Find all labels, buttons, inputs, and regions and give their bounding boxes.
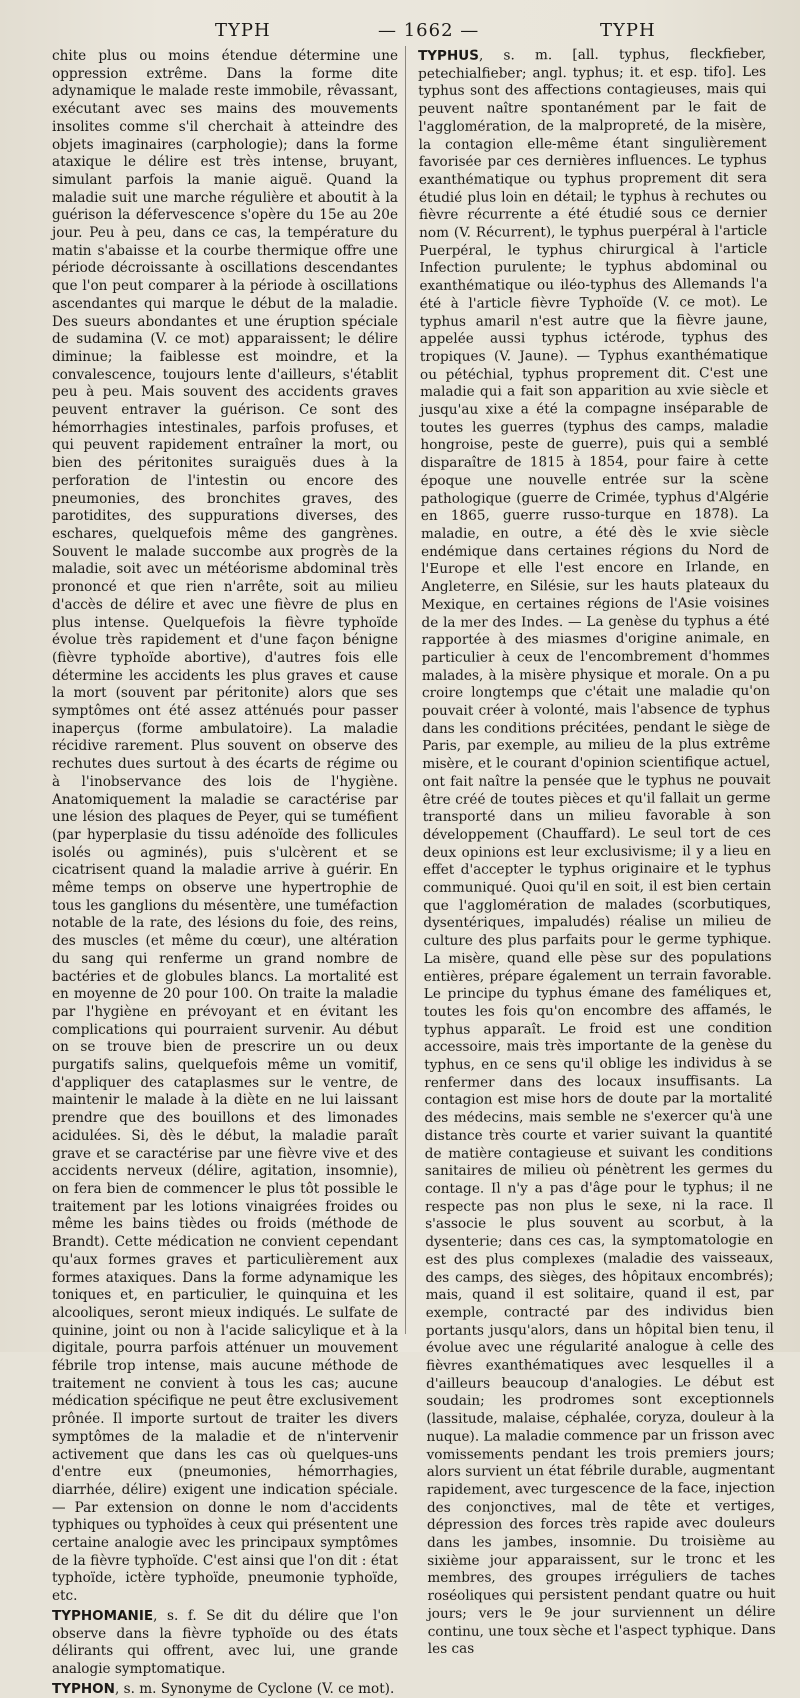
headword-typhon: TYPHON (52, 1680, 115, 1697)
running-head-left: TYPH (215, 20, 271, 41)
definition-typhomanie: , s. f. Se dit du délire que l'on observe dans la fièvre typhoïde ou des états délirants qui offrent, avec lui, une grande analogie symptomatique. (52, 1607, 398, 1677)
entry-typhomanie (52, 1608, 398, 1679)
running-head-right: TYPH (600, 20, 656, 41)
definition-typhon: , s. m. Synonyme de Cyclone (V. ce mot). (114, 1680, 395, 1697)
typhoide-continuation-text: chite plus ou moins étendue détermine une oppression extrême. Dans la forme dite adynamique le malade reste immobile, rêvassant, exécutant avec ses mains des mouvements insolites comme s'il cherchait à atteindre des objets imaginaires (carphologie); dans la forme ataxique le délire est très intense, bruyant, simulant parfois la manie aiguë. Quand la maladie suit une marche régulière et aboutit à la guérison la défervescence s'opère du 15e au 20e jour. Peu à peu, dans ce cas, la température du matin s'abaisse et la courbe thermique offre une période décroissante à oscillations descendantes que l'on peut comparer à la période à oscillations ascendantes qui marque le début de la maladie. Des sueurs abondantes et une éruption spéciale de sudamina (V. ce mot) apparaissent; le délire diminue; la faiblesse est moindre, et la convalescence, toujours lente d'ailleurs, s'établit peu à peu. Mais souvent des accidents graves peuvent entraver la guérison. Ce sont des hémorrhagies intestinales, parfois profuses, et qui peuvent rapidement entraîner la mort, ou bien des péritonites suraiguës dues à la perforation de l'intestin ou encore des pneumonies, des bronchites graves, des parotidites, des suppurations diverses, des eschares, quelquefois même des gangrènes. Souvent le malade succombe aux progrès de la maladie, soit avec un météorisme abdominal très prononcé et que rien n'arrête, soit au milieu d'accès de délire et avec une fièvre de plus en plus intense. Quelquefois la fièvre typhoïde évolue très rapidement et d'une façon bénigne (fièvre typhoïde abortive), d'autres fois elle détermine les accidents les plus graves et cause la mort (souvent par péritonite) alors que ses symptômes ont été assez atténués pour passer inaperçus (forme ambulatoire). La maladie récidive rarement. Plus souvent on observe des rechutes dues surtout à des écarts de régime ou à l'inobservance des lois de l'hygiène. Anatomiquement la maladie se caractérise par une lésion des plaques de Peyer, qui se tuméfient (par hyperplasie du tissu adénoïde des follicules isolés ou agminés), puis s'ulcèrent et se cicatrisent quand la maladie arrive à guérir. En même temps on observe une hypertrophie de tous les ganglions du mésentère, une tuméfaction notable de la rate, des lésions du foie, des reins, des muscles (et même du cœur), une altération du sang qui renferme un grand nombre de bactéries et de globules blancs. La mortalité est en moyenne de 20 pour 100. On traite la maladie par l'hygiène en prévoyant et en évitant les complications qui pourraient survenir. Au début on se trouve bien de prescrire un ou deux purgatifs salins, quelquefois même un vomitif, d'appliquer des cataplasmes sur le ventre, de maintenir le malade à la diète en ne lui laissant prendre que des bouillons et des limonades acidulées. Si, dès le début, la maladie paraît grave et se caractérise par une fièvre vive et des accidents nerveux (délire, agitation, insomnie), on fera bien de commencer le plus tôt possible le traitement par les lotions vinaigrées froides ou même les bains tièdes ou froids (méthode de Brandt). Cette médication ne convient cependant qu'aux formes graves et particulièrement aux formes ataxiques. Dans la forme adynamique les toniques et, en particulier, le quinquina et les alcooliques, seront mieux indiqués. Le sulfate de quinine, joint ou non à l'acide salicylique et à la digitale, pourra parfois atténuer un mouvement fébrile trop intense, mais aucune méthode de traitement ne convient à tous les cas; aucune médication spécifique ne peut être exclusivement prônée. Il importe surtout de traiter les divers symptômes de la maladie et de n'intervenir activement que dans les cas où quelques-uns d'entre eux (pneumonies, hémorrhagies, diarrhée, délire) exigent une indication spéciale. — Par extension on donne le nom d'accidents typhiques ou typhoïdes à ceux qui présentent une certaine analogie avec les principaux symptômes de la fièvre typhoïde. C'est ainsi que l'on dit : état typhoïde, ictère typhoïde, pneumonie typhoïde, etc. (52, 48, 398, 1605)
column-rule (405, 46, 406, 1334)
left-column (52, 48, 398, 1697)
entry-typhus (418, 46, 776, 1659)
right-column (418, 45, 776, 1658)
headword-typhus: TYPHUS (418, 47, 479, 64)
running-header (0, 14, 800, 44)
headword-typhomanie: TYPHOMANIE (52, 1607, 154, 1624)
definition-typhus: , s. m. [all. typhus, fleckfieber, petechialfieber; angl. typhus; it. et esp. tifo]. Les typhus sont des affections contagieuses, mais qui peuvent naître spontanément par le fait de l'agglomération, de la malpropreté, de la misère, la contagion elle-même étant singulièrement favorisée par ces dernières influences. Le typhus exanthématique ou typhus proprement dit sera étudié plus loin en détail; le typhus à rechutes ou fièvre récurrente a été étudié sous ce dernier nom (V. Récurrent), le typhus puerpéral à l'article Puerpéral, le typhus chirurgical à l'article Infection purulente; le typhus abdominal ou exanthématique ou iléo-typhus des Allemands l'a été à l'article fièvre Typhoïde (V. ce mot). Le typhus amaril n'est autre que la fièvre jaune, appelée aussi typhus ictérode, typhus des tropiques (V. Jaune). — Typhus exanthématique ou pétéchial, typhus proprement dit. C'est une maladie qui a fait son apparition au xvie siècle et jusqu'au xixe a été la compagne inséparable de toutes les guerres (typhus des camps, maladie hongroise, peste de guerre), puis qui a semblé disparaître de 1815 à 1854, pour faire à cette époque une nouvelle entrée sur la scène pathologique (guerre de Crimée, typhus d'Algérie en 1865, guerre russo-turque en 1878). La maladie, en outre, a été dès le xvie siècle endémique dans certaines régions du Nord de l'Europe et elle l'est encore en Irlande, en Angleterre, en Silésie, sur les hauts plateaux du Mexique, en certaines régions de l'Asie voisines de la mer des Indes. — La genèse du typhus a été rapportée à des miasmes d'origine animale, en particulier à ceux de l'encombrement d'hommes malades, à la misère physique et morale. On a pu croire longtemps que c'était une maladie qu'on pouvait créer à volonté, mais l'absence de typhus dans les conditions précitées, pendant le siège de Paris, par exemple, au milieu de la plus extrême misère, et le courant d'opinion scientifique actuel, ont fait naître la pensée que le typhus ne pouvait être créé de toutes pièces et qu'il fallait un germe transporté dans un milieu favorable à son développement (Chauffard). Le seul tort de ces deux opinions est leur exclusivisme; il y a lieu en effet d'accepter le typhus originaire et le typhus communiqué. Quoi qu'il en soit, il est bien certain que l'agglomération de malades (scorbutiques, dysentériques, impaludés) réalise un milieu de culture des plus parfaits pour le germe typhique. La misère, quand elle pèse sur des populations entières, prépare également un terrain favorable. Le principe du typhus émane des faméliques et, toutes les fois qu'on encombre des affamés, le typhus apparaît. Le froid est une condition accessoire, mais très importante de la genèse du typhus, en ce sens qu'il oblige les individus à se renfermer dans des locaux insuffisants. La contagion est mise hors de doute par la mortalité des médecins, mais semble ne s'exercer qu'à une distance très courte et varier suivant la quantité de matière contagieuse et suivant les conditions sanitaires de milieu où pénètrent les germes du contage. Il n'y a pas d'âge pour le typhus; il ne respecte pas non plus le sexe, ni la race. Il s'associe le plus souvent au scorbut, à la dysenterie; dans ces cas, la symptomatologie en est des plus complexes (maladie des vaisseaux, des camps, des sièges, des hôpitaux encombrés); mais, quand il est solitaire, quand il est, par exemple, contracté par des individus bien portants jusqu'alors, dans un hôpital bien tenu, il évolue avec une régularité analogue à celle des fièvres exanthématiques avec lesquelles il a d'ailleurs beaucoup d'analogies. Le début est soudain; les prodromes sont exceptionnels (lassitude, malaise, céphalée, coryza, douleur à la nuque). La maladie commence par un frisson avec vomissements pendant les trois premiers jours; alors survient un état fébrile durable, augmentant rapidement, avec turgescence de la face, injection des conjonctives, mal de tête et vertiges, dépression des forces très rapide avec douleurs dans les jambes, insomnie. Du troisième au sixième jour apparaissent, sur le tronc et les membres, des groupes irréguliers de taches roséoliques qui persistent pendant quatre ou huit jours; vers le 9e jour surviennent un délire continu, une toux sèche et l'aspect typhique. Dans les cas (418, 45, 776, 1658)
entry-typhon (52, 1681, 398, 1698)
page-number: — 1662 — (378, 20, 480, 41)
